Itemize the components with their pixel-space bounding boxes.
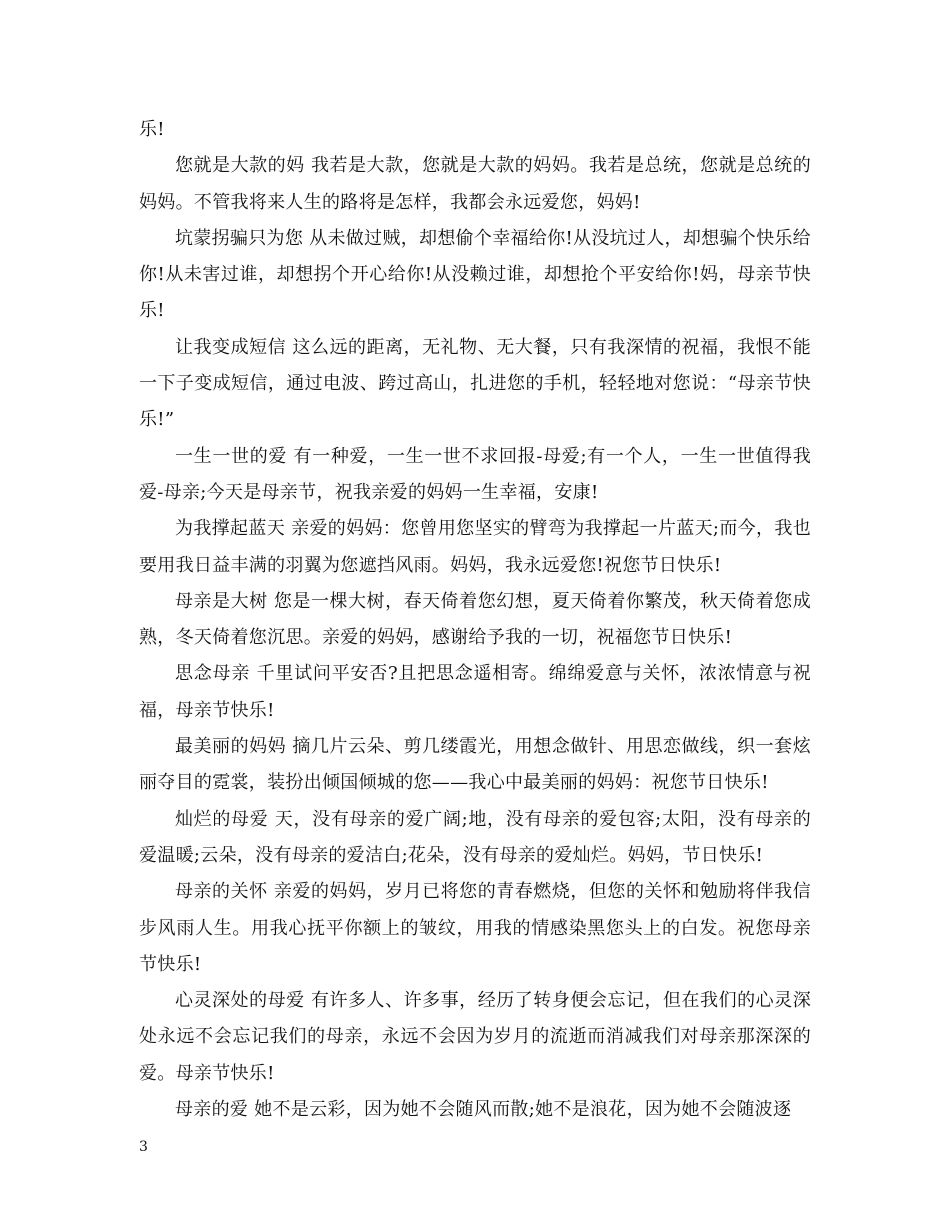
document-body [139,112,811,1128]
paragraph-canlan-muai: 灿烂的母爱 天，没有母亲的爱广阔;地，没有母亲的爱包容;太阳，没有母亲的爱温暖;云朵，没有母亲的爱洁白;花朵，没有母亲的爱灿烂。妈妈，节日快乐! [139,808,811,866]
paragraph-dakuan-de-ma: 您就是大款的妈 我若是大款，您就是大款的妈妈。我若是总统，您就是总统的妈妈。不管我将来人生的路将是怎样，我都会永远爱您，妈妈! [139,155,811,213]
paragraph-zui-meili: 最美丽的妈妈 摘几片云朵、剪几缕霞光，用想念做针、用思恋做线，织一套炫丽夺目的霓裳，装扮出倾国倾城的您——我心中最美丽的妈妈：祝您节日快乐! [139,736,811,794]
paragraph-kengmeng-guaipian: 坑蒙拐骗只为您 从未做过贼，却想偷个幸福给你!从没坑过人，却想骗个快乐给你!从未害过谁，却想拐个开心给你!从没赖过谁，却想抢个平安给你!妈，母亲节快乐! [139,227,811,322]
page-number: 3 [139,1139,148,1155]
paragraph-continuation: 乐! [139,119,165,140]
paragraph-dashu: 母亲是大树 您是一棵大树，春天倚着您幻想，夏天倚着你繁茂，秋天倚着您成熟，冬天倚着您沉思。亲爱的妈妈，感谢给予我的一切，祝福您节日快乐! [139,590,811,649]
paragraph-duanxin: 让我变成短信 这么远的距离，无礼物、无大餐，只有我深情的祝福，我恨不能一下子变成短信，通过电波、跨过高山，扎进您的手机，轻轻地对您说：“母亲节快乐!” [139,336,811,431]
paragraph-yisheng-yishi: 一生一世的爱 有一种爱，一生一世不求回报-母爱;有一个人，一生一世值得我爱-母亲;今天是母亲节，祝我亲爱的妈妈一生幸福，安康! [139,445,811,503]
paragraph-xinling-shenchu: 心灵深处的母爱 有许多人、许多事，经历了转身便会忘记，但在我们的心灵深处永远不会忘记我们的母亲，永远不会因为岁月的流逝而消减我们对母亲那深深的爱。母亲节快乐! [139,990,811,1084]
paragraph-muqin-de-ai: 母亲的爱 她不是云彩，因为她不会随风而散;她不是浪花，因为她不会随波逐 [175,1099,792,1121]
paragraph-lantian: 为我撑起蓝天 亲爱的妈妈：您曾用您坚实的臂弯为我撑起一片蓝天;而今，我也要用我日益丰满的羽翼为您遮挡风雨。妈妈，我永远爱您!祝您节日快乐! [139,518,811,576]
paragraph-sinian-muqin: 思念母亲 千里试问平安否?且把思念遥相寄。绵绵爱意与关怀，浓浓情意与祝福，母亲节快乐! [139,663,811,721]
paragraph-guanhuai: 母亲的关怀 亲爱的妈妈，岁月已将您的青春燃烧，但您的关怀和勉励将伴我信步风雨人生。用我心抚平你额上的皱纹，用我的情感染黑您头上的白发。祝您母亲节快乐! [139,881,811,975]
